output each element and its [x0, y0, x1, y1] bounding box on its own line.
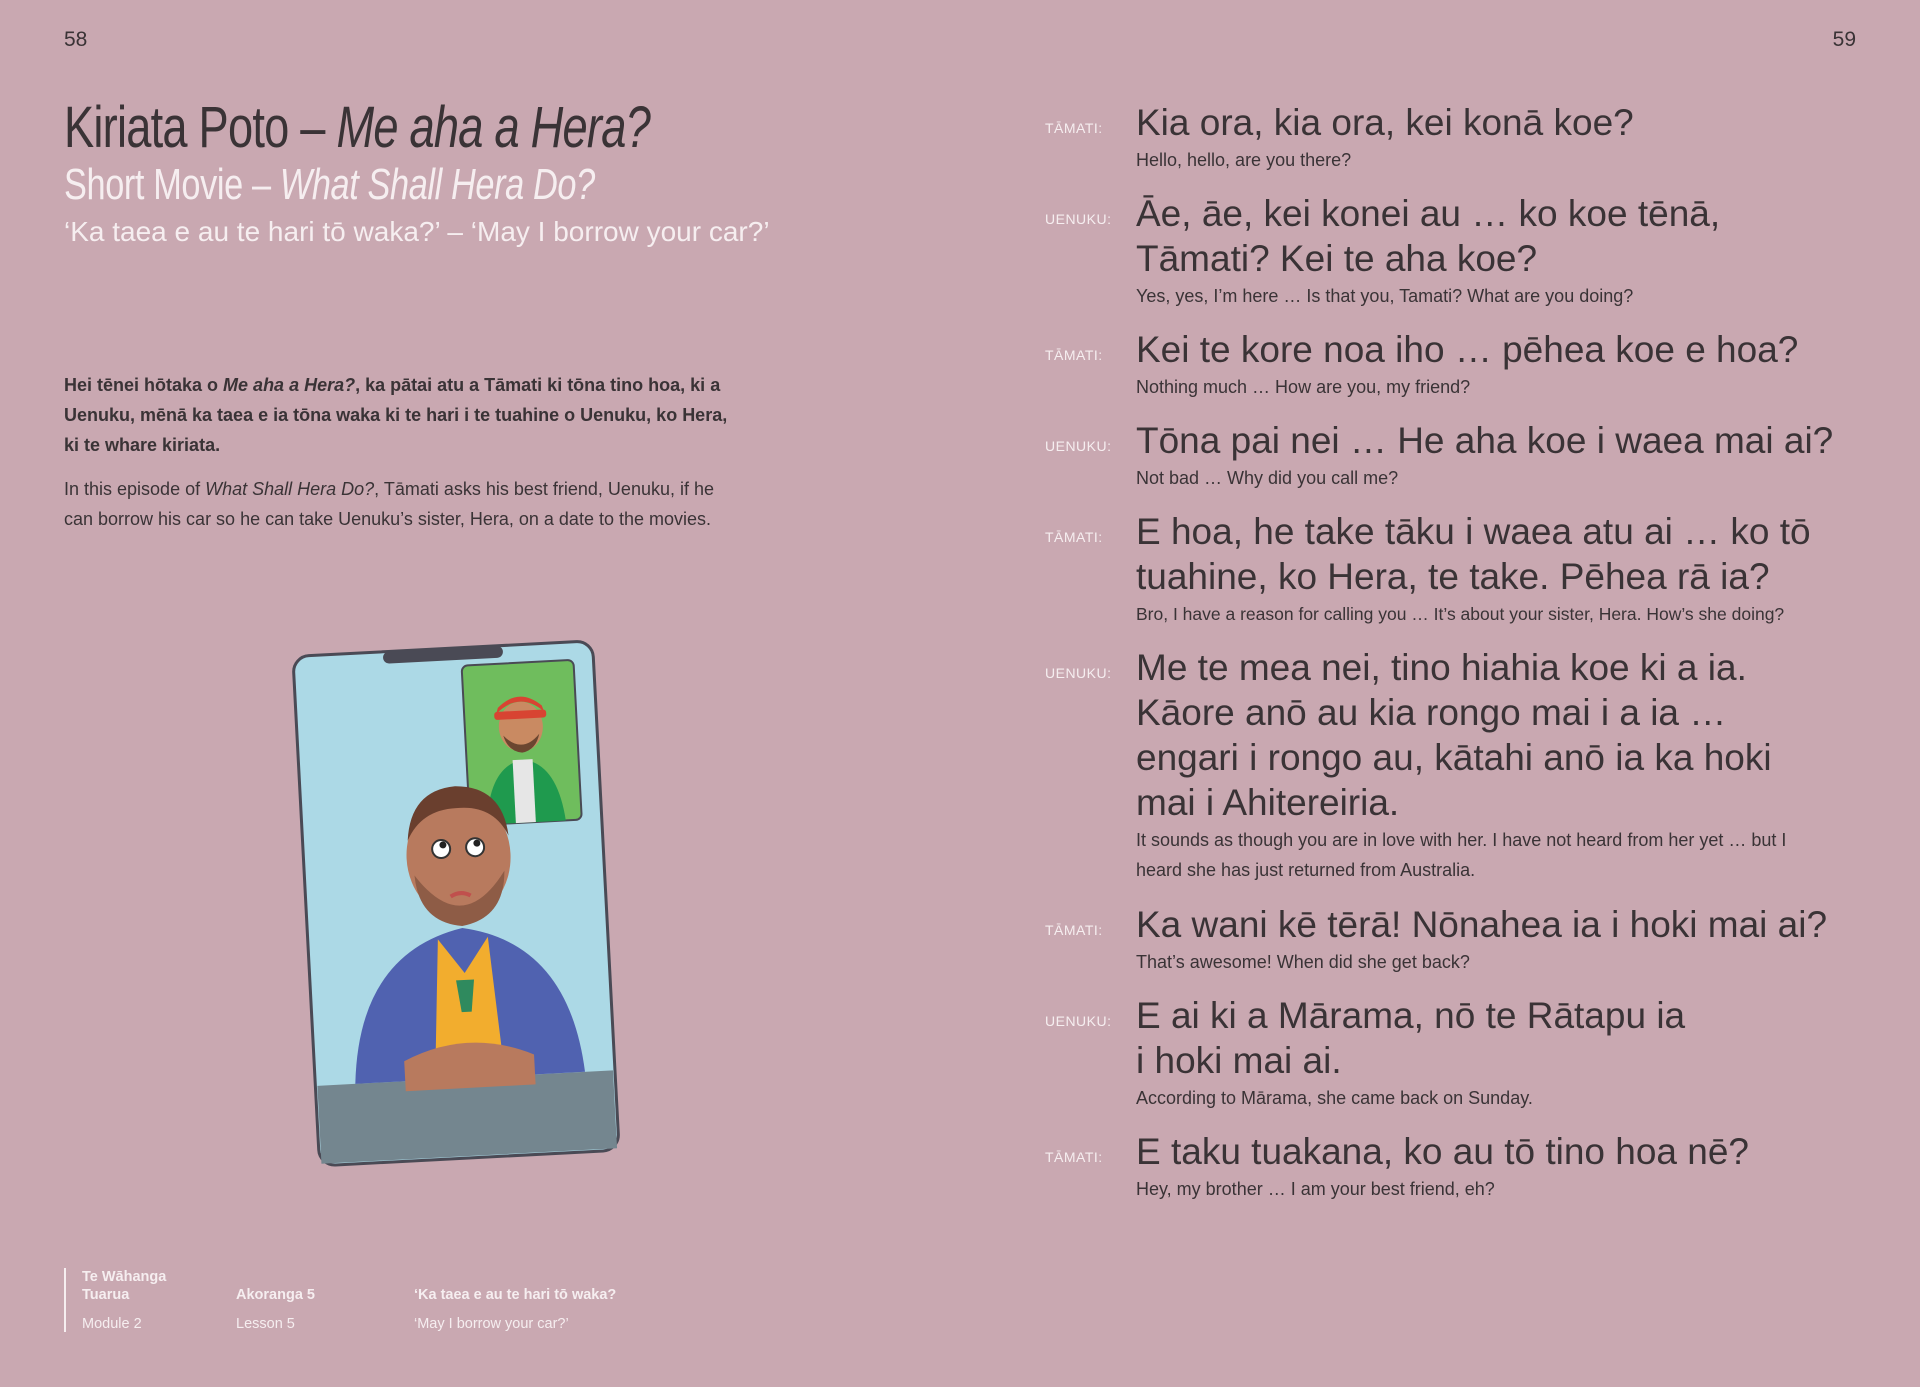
speaker-label: TĀMATI: [1045, 1149, 1103, 1165]
line-english: Yes, yes, I’m here … Is that you, Tamati? What are you doing? [1136, 286, 1634, 306]
line-maori: E ai ki a Mārama, nō te Rātapu ia i hoki mai ai. [1136, 995, 1686, 1081]
line-english: It sounds as though you are in love with her. I have not heard from her yet … but I heard she has just returned from Australia. [1136, 830, 1787, 880]
line-maori: E hoa, he take tāku i waea atu ai … ko tō tuahine, ko Hera, te take. Pēhea rā ia? [1136, 511, 1811, 597]
speaker-label: UENUKU: [1045, 211, 1112, 227]
line-maori: E taku tuakana, ko au tō tino hoa nē? [1136, 1131, 1750, 1172]
footer-module [82, 1268, 202, 1332]
speaker-label: TĀMATI: [1045, 347, 1103, 363]
intro-mi-part2: , ka pātai atu a Tāmati ki tōna tino hoa, ki a Uenuku, mēnā ka taea e ia tōna waka ki te hari i te tuahine o Uenuku, ko Hera, ki te whare kiriata. [64, 375, 728, 455]
line-english: Not bad … Why did you call me? [1136, 468, 1399, 488]
page-number-right: 59 [1832, 28, 1856, 51]
video-call-illustration [286, 628, 638, 1178]
intro-en-part1: In this episode of [64, 479, 206, 499]
intro-paragraph-english [64, 474, 744, 534]
title-english-prefix: Short Movie – [64, 160, 280, 209]
intro-en-part2: , Tāmati asks his best friend, Uenuku, if he can borrow his car so he can take Uenuku’s sister, Hera, on a date to the movies. [64, 479, 715, 529]
footer-lesson-maori: Akoranga 5 [236, 1287, 315, 1303]
line-maori: Tōna pai nei … He aha koe i waea mai ai? [1136, 420, 1834, 461]
speaker-label: TĀMATI: [1045, 922, 1103, 938]
speaker-label: UENUKU: [1045, 665, 1112, 681]
page-subtitle: ‘Ka taea e au te hari tō waka?’ – ‘May I borrow your car?’ [64, 216, 770, 247]
footer-topic-english: ‘May I borrow your car?’ [414, 1316, 569, 1332]
speaker-label: TĀMATI: [1045, 120, 1103, 136]
intro-paragraph-maori [64, 370, 744, 460]
line-english: Bro, I have a reason for calling you … It’s about your sister, Hera. How’s she doing? [1136, 604, 1785, 624]
line-english: Hey, my brother … I am your best friend, eh? [1136, 1179, 1495, 1199]
line-english: That’s awesome! When did she get back? [1136, 952, 1470, 972]
line-english: According to Mārama, she came back on Sunday. [1136, 1088, 1533, 1108]
line-maori: Me te mea nei, tino hiahia koe ki a ia. Kāore anō au kia rongo mai i a ia … engari i rongo au, kātahi anō ia ka hoki mai i Ahitereiria. [1136, 647, 1772, 823]
footer-lesson-english: Lesson 5 [236, 1316, 295, 1332]
footer-module-english: Module 2 [82, 1316, 142, 1332]
title-english-italic: What Shall Hera Do? [279, 160, 595, 209]
line-english: Hello, hello, are you there? [1136, 150, 1352, 170]
footer-rule [64, 1268, 66, 1332]
line-maori: Āe, āe, kei konei au … ko koe tēnā, Tāmati? Kei te aha koe? [1136, 193, 1721, 279]
title-maori-italic: Me aha a Hera? [336, 95, 650, 160]
page-title-english [64, 160, 595, 210]
page-title-maori [64, 94, 650, 161]
intro-mi-part1: Hei tēnei hōtaka o [64, 375, 224, 395]
intro-en-italic: What Shall Hera Do? [205, 479, 375, 499]
footer-module-maori: Te Wāhanga Tuarua [82, 1269, 167, 1303]
line-maori: Ka wani kē tērā! Nōnahea ia i hoki mai ai? [1136, 904, 1828, 945]
page-number-left: 58 [64, 28, 88, 51]
line-maori: Kei te kore noa iho … pēhea koe e hoa? [1136, 329, 1799, 370]
footer-topic-maori: ‘Ka taea e au te hari tō waka? [414, 1287, 617, 1303]
speaker-label: TĀMATI: [1045, 529, 1103, 545]
line-maori: Kia ora, kia ora, kei konā koe? [1136, 102, 1634, 143]
speaker-label: UENUKU: [1045, 1013, 1112, 1029]
title-maori-prefix: Kiriata Poto – [64, 95, 337, 160]
intro-mi-italic: Me aha a Hera? [223, 375, 356, 395]
line-english: Nothing much … How are you, my friend? [1136, 377, 1471, 397]
speaker-label: UENUKU: [1045, 438, 1112, 454]
